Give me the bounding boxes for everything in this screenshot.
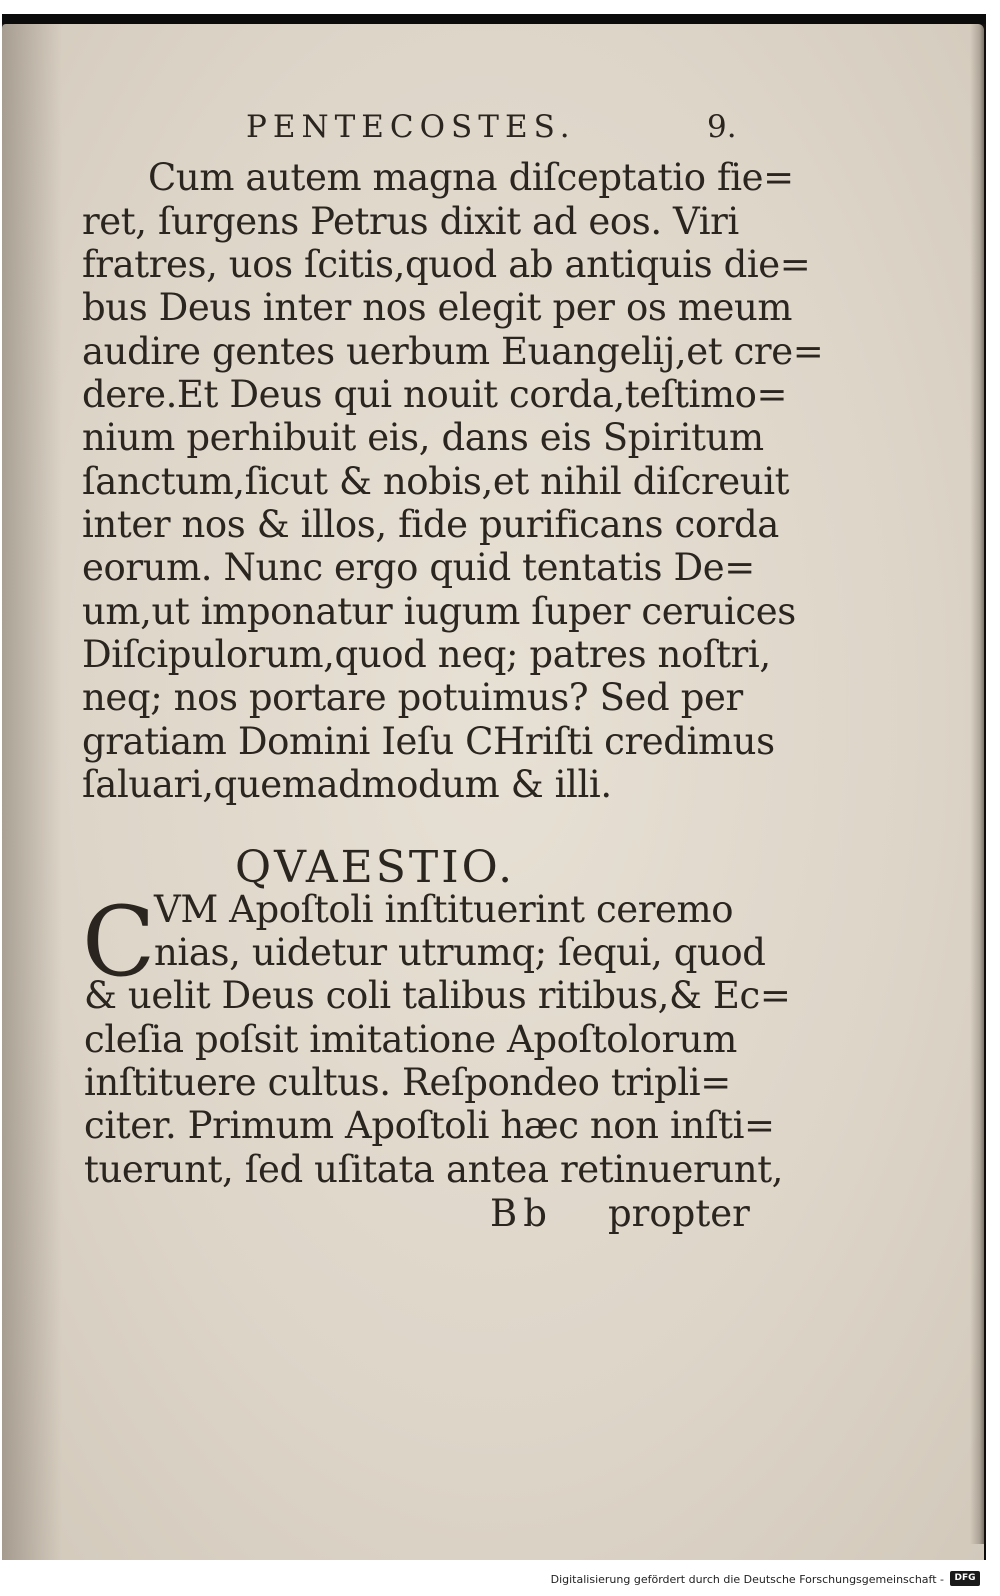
signature-mark: Bb	[490, 1192, 553, 1235]
body-line: ret, ſurgens Petrus dixit ad eos. Viri	[82, 200, 739, 243]
questio-line: citer. Primum Apoſtoli hæc non inſti=	[84, 1104, 775, 1147]
body-line: neq; nos portare potuimus? Sed per	[82, 676, 743, 719]
questio-line: inſtituere cultus. Reſpondeo tripli=	[84, 1061, 731, 1104]
questio-line: & uelit Deus coli talibus ritibus,& Ec=	[84, 974, 791, 1017]
body-line: gratiam Domini Ieſu CHriſti credimus	[82, 720, 775, 763]
drop-cap-initial: C	[82, 886, 156, 998]
body-line: um,ut imponatur iugum ſuper ceruices	[82, 590, 796, 633]
body-line: inter nos & illos, fide purificans corda	[82, 503, 779, 546]
questio-line: cleſia poſsit imitatione Apoſtolorum	[84, 1018, 737, 1061]
questio-line: VM Apoſtoli inſtituerint ceremo	[154, 888, 734, 931]
running-title: PENTECOSTES.	[246, 109, 576, 145]
section-heading: QVAESTIO.	[235, 842, 516, 893]
body-line: bus Deus inter nos elegit per os meum	[82, 286, 793, 329]
body-line: dere.Et Deus qui nouit corda,teſtimo=	[82, 373, 788, 416]
catchword: propter	[608, 1192, 750, 1235]
page-number: 9.	[707, 109, 737, 145]
footer-bar	[0, 1568, 1000, 1596]
dfg-logo: DFG	[950, 1571, 980, 1586]
questio-line: nias, uidetur utrumq; ſequi, quod	[154, 931, 766, 974]
body-line: Cum autem magna diſceptatio fie=	[148, 156, 794, 199]
body-line: eorum. Nunc ergo quid tentatis De=	[82, 546, 755, 589]
body-line: ſanctum,ſicut & nobis,et nihil diſcreuit	[82, 460, 790, 503]
body-line: ſaluari,quemadmodum & illi.	[82, 763, 612, 806]
funding-credit: Digitalisierung gefördert durch die Deutsche Forschungsgemeinschaft -	[550, 1573, 944, 1586]
book-page-scan	[2, 14, 986, 1560]
gutter-shadow	[2, 24, 62, 1560]
body-line: Diſcipulorum,quod neq; patres noſtri,	[82, 633, 771, 676]
body-line: audire gentes uerbum Euangelij,et cre=	[82, 330, 824, 373]
body-line: nium perhibuit eis, dans eis Spiritum	[82, 416, 764, 459]
page-edge-shadow	[970, 24, 986, 1544]
body-line: fratres, uos ſcitis,quod ab antiquis die=	[82, 243, 811, 286]
questio-line: tuerunt, ſed uſitata antea retinuerunt,	[84, 1148, 784, 1191]
